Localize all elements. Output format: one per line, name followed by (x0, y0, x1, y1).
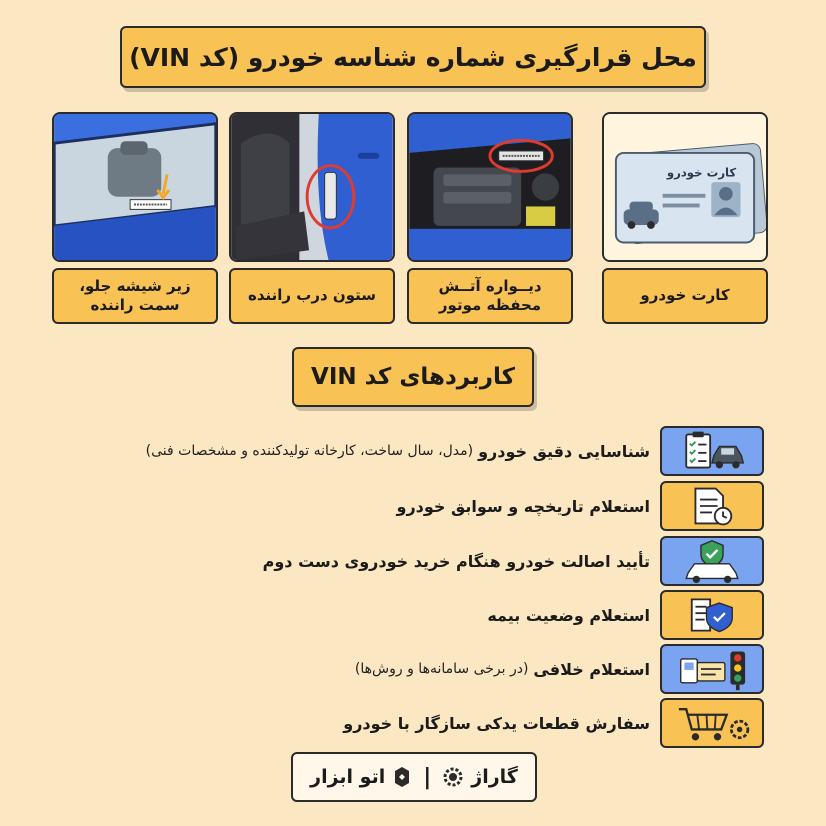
insurance-shield-icon (660, 590, 764, 640)
use-detail: (مدل، سال ساخت، کارخانه تولیدکننده و مشخصات فنی) (145, 443, 474, 459)
location-label-windshield: زیر شیشه جلو، سمت راننده (52, 268, 218, 324)
gear-wrench-icon (441, 765, 465, 789)
list-item (40, 481, 764, 531)
use-title: استعلام خلافی (533, 659, 650, 679)
checklist-car-icon (660, 426, 764, 476)
engine-bay-image (407, 112, 573, 262)
door-pillar-image (229, 112, 395, 262)
list-item (40, 644, 764, 694)
traffic-light-icon (660, 644, 764, 694)
list-item (40, 426, 764, 476)
use-detail: (در برخی سامانه‌ها و روش‌ها) (354, 661, 529, 677)
list-item (40, 698, 764, 748)
brand-name-garage: گاراژ (471, 766, 518, 788)
location-label-vehicle-card: کارت خودرو (602, 268, 768, 324)
use-title: سفارش قطعات یدکی سازگار با خودرو (343, 713, 650, 733)
windshield-image (52, 112, 218, 262)
location-label-firewall: دیــواره آتــش محفظه موتور (407, 268, 573, 324)
cart-gear-icon (660, 698, 764, 748)
footer-brand (291, 752, 537, 802)
use-title: شناسایی دقیق خودرو (478, 441, 650, 461)
brand-name-autoabzar: اتو ابزار (310, 766, 386, 788)
use-title: استعلام تاریخچه و سوابق خودرو (396, 496, 650, 516)
use-title: تأیید اصالت خودرو هنگام خرید خودروی دست دوم (262, 551, 650, 571)
vehicle-card-image (602, 112, 768, 262)
toolbox-icon (391, 765, 413, 789)
shield-car-icon (660, 536, 764, 586)
card-text: کارت خودرو (666, 165, 737, 180)
document-clock-icon (660, 481, 764, 531)
use-title: استعلام وضعیت بیمه (487, 605, 650, 625)
brand-separator: | (423, 764, 432, 790)
uses-title: کاربردهای کد VIN (292, 347, 534, 407)
list-item (40, 536, 764, 586)
location-label-door-pillar: ستون درب راننده (229, 268, 395, 324)
list-item (40, 590, 764, 640)
page-title: محل قرارگیری شماره شناسه خودرو (کد VIN) (120, 26, 706, 88)
